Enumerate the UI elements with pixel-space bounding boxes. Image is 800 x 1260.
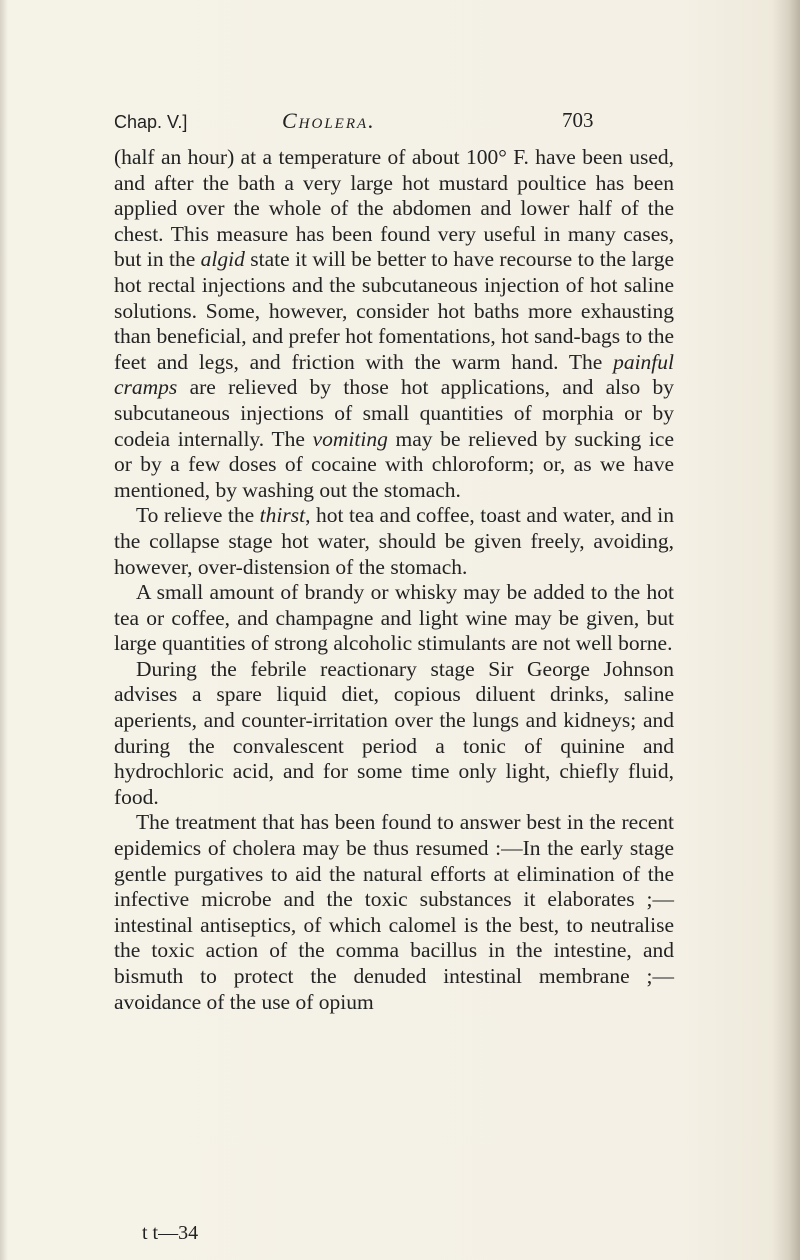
text-segment: , hot tea and coffee, toast and water, and in the collapse stage hot water, should be given freely, avoiding, however, over-distension of the stomach. (114, 503, 674, 579)
text-segment: To relieve the (136, 503, 260, 528)
italic-term-painful-cramps: painful cramps (114, 349, 674, 400)
text-segment: state it will be better to have recourse to the large hot rectal injections and the subcutaneous injection of hot saline solutions. Some, however, consider hot baths more exhausting than beneficial, and prefer hot fomentations, hot sand-bags to the feet and legs, and friction with the warm hand. The (114, 247, 674, 374)
paragraph-2 (114, 503, 674, 580)
signature-mark: t t—34 (142, 1222, 199, 1244)
page-gutter-shadow (0, 0, 8, 1260)
paragraph-3 (114, 580, 674, 657)
text-segment: During the febrile reactionary stage Sir George Johnson advises a spare liquid diet, copious diluent drinks, saline aperients, and counter-irritation over the lungs and kidneys; and during the convalescent period a tonic of quinine and hydrochloric acid, and for some time only light, chiefly fluid, food. (114, 656, 674, 809)
page-number: 703 (562, 108, 594, 132)
paragraph-1 (114, 145, 674, 503)
text-segment: may be relieved by sucking ice or by a few doses of cocaine with chloroform; or, as we have mentioned, by washing out the stomach. (114, 426, 674, 502)
text-segment: are relieved by those hot applications, and also by subcutaneous injections of small quantities of morphia or by codeia internally. The (114, 375, 674, 451)
italic-term-vomiting: vomiting (312, 426, 388, 451)
chapter-label: Chap. V.] (114, 112, 188, 132)
page-edge-shadow (772, 0, 800, 1260)
paragraph-4 (114, 657, 674, 811)
body-text (114, 145, 674, 1015)
running-title: Cholera. (282, 108, 376, 133)
page-header (114, 108, 674, 138)
italic-term-algid: algid (200, 247, 245, 272)
text-segment: A small amount of brandy or whisky may be added to the hot tea or coffee, and champagne and light wine may be given, but large quantities of strong alcoholic stimulants are not well borne. (114, 580, 674, 656)
text-segment: (half an hour) at a temperature of about 100° F. have been used, and after the bath a very large hot mustard poultice has been applied over the whole of the abdomen and lower half of the chest. This measure has been found very useful in many cases, but in the (114, 145, 674, 272)
paragraph-5 (114, 810, 674, 1015)
italic-term-thirst: thirst (259, 503, 306, 528)
text-segment: The treatment that has been found to answer best in the recent epidemics of cholera may be thus resumed :—In the early stage gentle purgatives to aid the natural efforts at elimination of the infective microbe and the toxic substances it elaborates ;—intestinal antiseptics, of which calomel is the best, to neutralise the toxic action of the comma bacillus in the intestine, and bismuth to protect the denuded intestinal membrane ;—avoidance of the use of opium (114, 810, 674, 1014)
